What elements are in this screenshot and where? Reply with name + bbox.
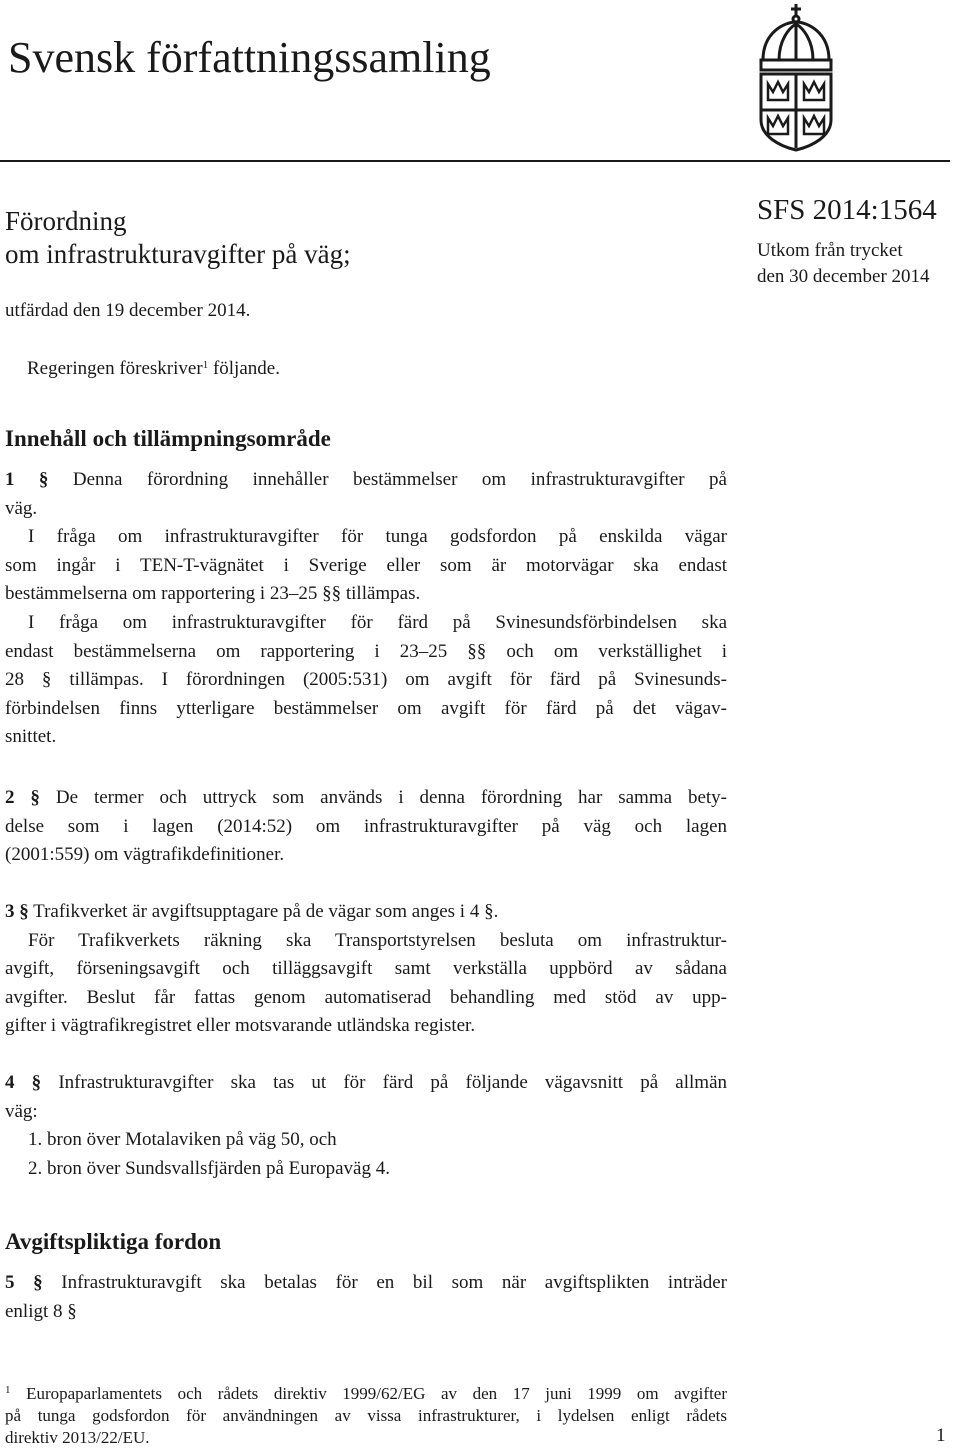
road-list-item: 2. bron över Sundsvallsfjärden på Europaväg 4. [28,1157,390,1179]
section-3-line: avgift, förseningsavgift och tilläggsavgift samt verkställa uppbörd av sådana [5,958,727,980]
page-number: 1 [936,1425,946,1446]
section-number: 3 § [5,901,29,922]
section-2-line: (2001:559) om vägtrafikdefinitioner. [5,844,285,866]
section-2-line: delse som i lagen (2014:52) om infrastrukturavgifter på väg och lagen [5,815,727,837]
publication-date [757,238,930,290]
section-number: 4 § [5,1072,42,1093]
footnote-ref: 1 [202,359,209,371]
ordinance-title-line-2: om infrastrukturavgifter på väg; [5,239,351,269]
section-1-line: endast bestämmelserna om rapportering i 23–25 §§ och om verkställighet i [5,640,727,662]
publication-title: Svensk författningssamling [8,33,491,82]
section-1-line: 1 § Denna förordning innehåller bestämmelser om infrastrukturavgifter på [5,469,727,490]
section-2-line: 2 § De termer och uttryck som används i denna förordning har samma bety- [5,787,727,808]
section-number: 5 § [5,1272,43,1293]
section-1-line: I fråga om infrastrukturavgifter för tunga godsfordon på enskilda vägar [28,526,727,548]
section-number: 2 § [5,787,40,808]
sfs-number: SFS 2014:1564 [757,194,937,226]
footnote-line: direktiv 2013/22/EU. [5,1428,150,1447]
section-1-line: I fråga om infrastrukturavgifter för färd på Svinesundsförbindelsen ska [28,611,727,633]
section-1-line: som ingår i TEN-T-vägnätet i Sverige eller som är motorvägar ska endast [5,554,727,576]
section-4-line: väg: [5,1100,38,1122]
section-5-line: 5 § Infrastrukturavgift ska betalas för en bil som när avgiftsplikten inträder [5,1272,728,1293]
section-1-line: snittet. [5,726,57,748]
section-1 [5,466,727,752]
ordinance-title [5,205,351,271]
footnote-mark: 1 [5,1384,11,1396]
section-1-line: 28 § tillämpas. I förordningen (2005:531) om avgift för färd på Svinesunds- [5,669,727,691]
intro-paragraph [27,355,280,384]
section-1-line: förbindelsen finns ytterligare bestämmelser om avgift för färd på det vägav- [5,697,727,719]
intro-text-after: följande. [208,358,280,379]
section-2 [5,784,727,870]
intro-text: Regeringen föreskriver [27,358,203,379]
section-3-line: avgifter. Beslut får fattas genom automatiserad behandling med stöd av upp- [5,986,727,1008]
section-5-line: enligt 8 § [5,1300,77,1322]
ordinance-title-line-1: Förordning [5,206,127,236]
masthead-rule [0,160,950,162]
road-list-item: 1. bron över Motalaviken på väg 50, och [28,1129,337,1151]
issued-date: utfärdad den 19 december 2014. [5,300,251,321]
section-3 [5,898,727,1041]
footnote-line: $^1$ Europaparlamentets och rådets direktiv 1999/62/EG av den 17 juni 1999 om avgifter [5,1384,727,1403]
section-number: 1 § [5,469,49,490]
section-5 [5,1269,727,1326]
footnote [5,1383,727,1449]
section-3-line: 3 § Trafikverket är avgiftsupptagare på de vägar som anges i 4 §. [5,901,499,922]
footnote-line: på tunga godsfordon för användningen av vissa infrastrukturer, i lydelsen enligt rådets [5,1406,727,1425]
section-4-line: 4 § Infrastrukturavgifter ska tas ut för färd på följande vägavsnitt på allmän [5,1072,728,1093]
publication-date-line-1: Utkom från trycket [757,240,903,261]
section-3-line: gifter i vägtrafikregistret eller motsvarande utländska register. [5,1015,476,1037]
section-heading: Innehåll och tillämpningsområde [5,426,331,451]
section-4 [5,1069,727,1183]
section-1-line: väg. [5,497,38,519]
coat-of-arms-icon [755,2,837,152]
section-heading: Avgiftspliktiga fordon [5,1229,222,1254]
section-1-line: bestämmelserna om rapportering i 23–25 §§ tillämpas. [5,583,421,605]
publication-date-line-2: den 30 december 2014 [757,266,930,287]
section-3-line: För Trafikverkets räkning ska Transportstyrelsen besluta om infrastruktur- [28,929,727,951]
